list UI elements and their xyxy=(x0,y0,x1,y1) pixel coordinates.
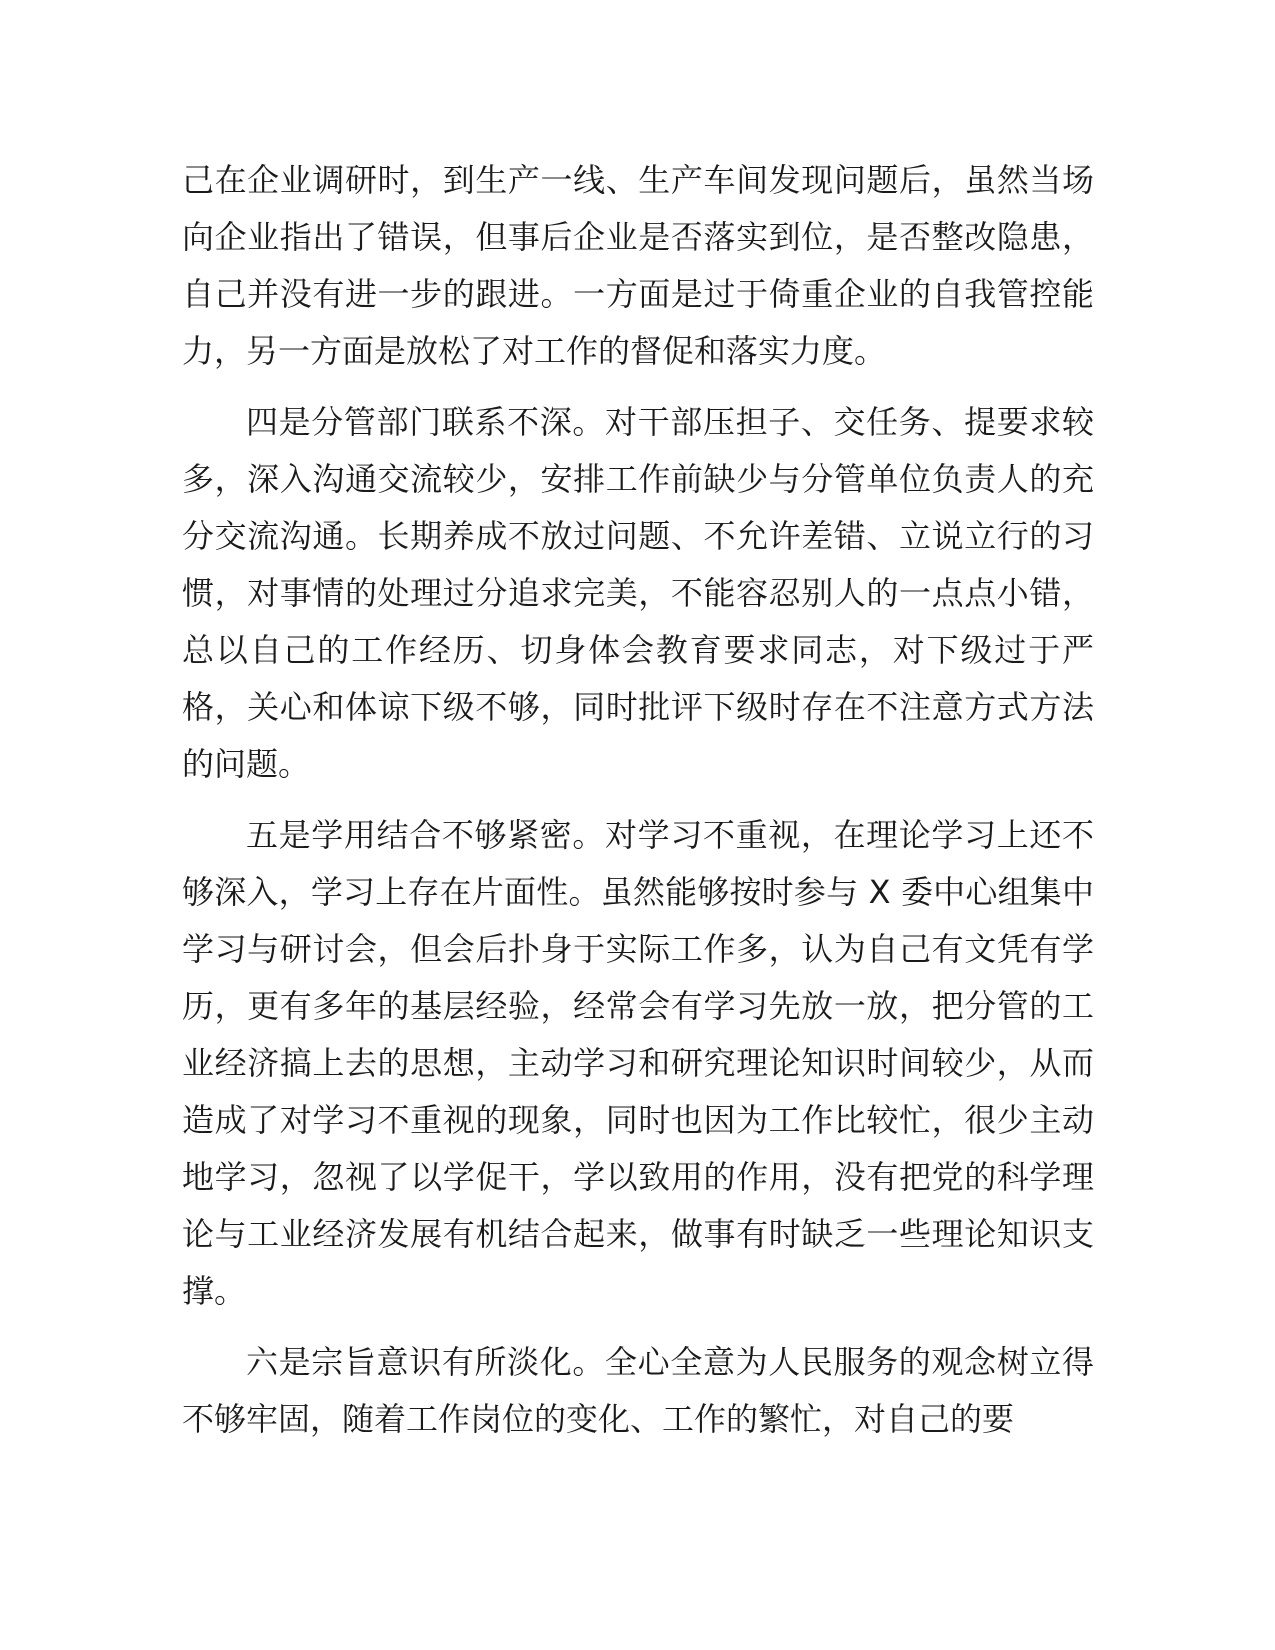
paragraph-four: 四是分管部门联系不深。对干部压担子、交任务、提要求较多，深入沟通交流较少，安排工作前缺少与分管单位负责人的充分交流沟通。长期养成不放过问题、不允许差错、立说立行的习惯，对事情的处理过分追求完美，不能容忍别人的一点点小错，总以自己的工作经历、切身体会教育要求同志，对下级过于严格，关心和体谅下级不够，同时批评下级时存在不注意方式方法的问题。 xyxy=(182,403,1094,783)
document-body xyxy=(182,152,1094,1462)
paragraph-five: 五是学用结合不够紧密。对学习不重视，在理论学习上还不够深入，学习上存在片面性。虽然能够按时参与 X 委中心组集中学习与研讨会，但会后扑身于实际工作多，认为自己有文凭有学历，更有多年的基层经验，经常会有学习先放一放，把分管的工业经济搞上去的思想，主动学习和研究理论知识时间较少，从而造成了对学习不重视的现象，同时也因为工作比较忙，很少主动地学习，忽视了以学促干，学以致用的作用，没有把党的科学理论与工业经济发展有机结合起来，做事有时缺乏一些理论知识支撑。 xyxy=(182,816,1094,1310)
paragraph-continuation: 己在企业调研时，到生产一线、生产车间发现问题后，虽然当场向企业指出了错误，但事后企业是否落实到位，是否整改隐患，自己并没有进一步的跟进。一方面是过于倚重企业的自我管控能力，另一方面是放松了对工作的督促和落实力度。 xyxy=(182,161,1094,370)
paragraph-six: 六是宗旨意识有所淡化。全心全意为人民服务的观念树立得不够牢固，随着工作岗位的变化、工作的繁忙，对自己的要 xyxy=(182,1343,1094,1438)
